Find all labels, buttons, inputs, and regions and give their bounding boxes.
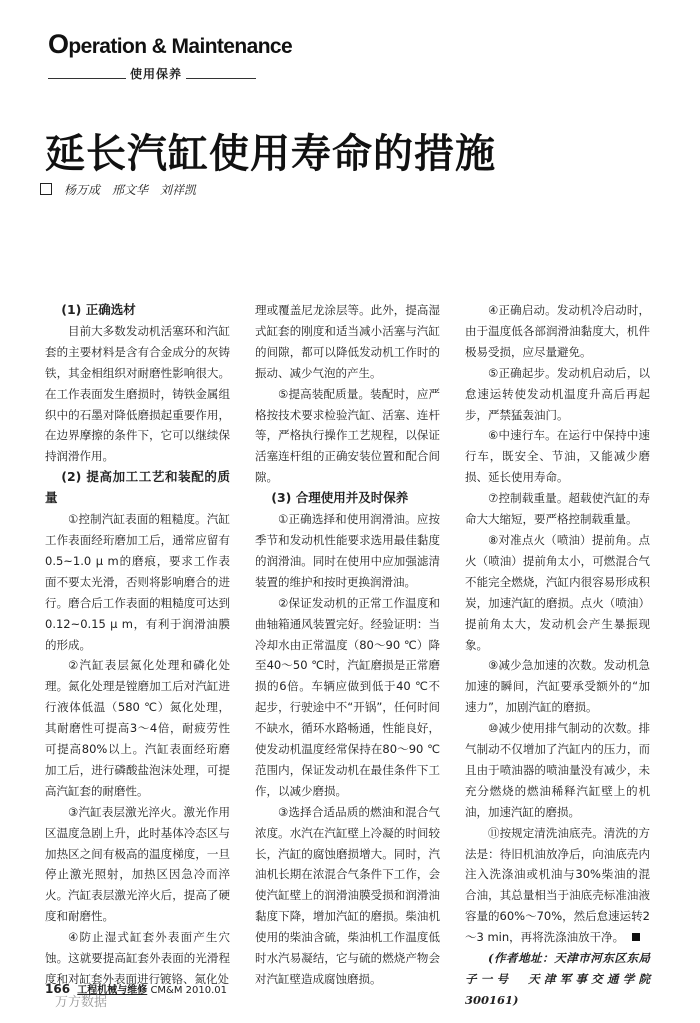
paragraph-text: ③汽缸表层激光淬火。激光作用区温度急剧上升，此时基体冷态区与加热区之间有极高的温度梯度，一旦停止激光照射，加热区因急冷而淬火。汽缸表层激光淬火后，提高了硬度和耐磨性。 — [45, 804, 230, 924]
paragraph-text: 理或覆盖尼龙涂层等。此外，提高湿式缸套的刚度和适当减小活塞与汽缸的间隙，都可以降低发动机工作时的振动、减少气泡的产生。 — [255, 303, 440, 380]
paragraph — [255, 300, 440, 384]
author-2: 邢文华 — [112, 183, 149, 197]
paragraph — [465, 718, 650, 823]
page-number: 166 — [45, 982, 71, 996]
section-heading — [255, 488, 440, 509]
paragraph-text: ⑨减少急加速的次数。发动机急加速的瞬间，汽缸要承受额外的“加速力”，加剧汽缸的磨损。 — [465, 658, 650, 715]
author-1: 杨万成 — [64, 183, 101, 197]
section-heading — [45, 467, 230, 509]
paragraph — [45, 509, 230, 655]
author-address — [465, 948, 662, 1011]
paragraph-text: ①正确选择和使用润滑油。应按季节和发动机性能要求选用最佳黏度的润滑油。同时在使用中应加强滤清装置的维护和按时更换润滑油。 — [255, 512, 440, 589]
paragraph-text: ④防止湿式缸套外表面产生穴蚀。这就要提高缸套外表面的光滑程度和对缸套外表面进行镀铬、氮化处 — [45, 930, 230, 986]
section-title-cn: 使用保养 — [126, 65, 186, 82]
paragraph — [465, 823, 650, 948]
paragraph-text: ②汽缸表层氮化处理和磷化处理。氮化处理是镗磨加工后对汽缸进行液体低温（580 ℃）氮化处理，其耐磨性可提高3～4倍，耐疲劳性可提高80%以上。汽缸表面经珩磨加工后，进行磷酸盐泡沫处理，可提高汽缸套的耐磨性。 — [45, 658, 230, 798]
paragraph — [255, 384, 440, 489]
paragraph — [45, 655, 230, 801]
watermark: 万方数据 — [55, 995, 108, 1010]
paragraph-text: (作者地址：天津市河东区东局子一号 天津军事交通学院 300161) — [465, 951, 662, 1007]
paragraph-text: ⑩减少使用排气制动的次数。排气制动不仅增加了汽缸内的压力，而且由于喷油器的喷油量没有减少，未充分燃烧的燃油稀释汽缸壁上的机油，加速汽缸的磨损。 — [465, 721, 650, 819]
paragraph-text: ①控制汽缸表面的粗糙度。汽缸工作表面经珩磨加工后，通常应留有0.5~1.0 μ m的磨痕，要求工作表面不要太光滑，否则将影响磨合的进行。磨合后工作表面的粗糙度可达到0.12~0.15 μ m，有利于润滑油膜的形成。 — [45, 512, 230, 652]
article-title: 延长汽缸使用寿命的措施 — [45, 131, 496, 177]
paragraph-text: ⑪按规定清洗油底壳。清洗的方法是：待旧机油放净后，向油底壳内注入洗涤油或机油与30%柴油的混合油，其总量相当于油底壳标准油液容量的60%～70%，然后怠速运转2～3 min，再将洗涤油放干净。 — [465, 825, 650, 945]
paragraph-text: ⑥中速行车。在运行中保持中速行车，既安全、节油，又能减少磨损、延长使用寿命。 — [465, 428, 650, 485]
text-column-2 — [255, 300, 440, 990]
author-3: 刘祥凯 — [160, 183, 197, 197]
paragraph-text: ⑦控制载重量。超载使汽缸的寿命大大缩短，要严格控制载重量。 — [465, 491, 650, 527]
paragraph — [465, 300, 650, 363]
paragraph — [465, 363, 650, 426]
square-bullet-icon — [40, 183, 52, 195]
paragraph-text: ④正确启动。发动机冷启动时，由于温度低各部润滑油黏度大，机件极易受损，应尽量避免。 — [465, 303, 650, 359]
byline — [40, 181, 208, 198]
paragraph — [255, 593, 440, 802]
paragraph-text: ②保证发动机的正常工作温度和曲轴箱通风装置完好。经验证明：当冷却水由正常温度（80～90 ℃）降至40～50 ℃时，汽缸磨损是正常磨损的6倍。车辆应做到低于40 ℃不起步，行驶途中不“开锅”，任何时间不缺水，循环水路畅通，性能良好，使发动机温度经常保持在80～90 ℃范围内，保证发动机在最佳条件下工作，以减少磨损。 — [255, 595, 440, 798]
text-column-3 — [465, 300, 662, 1011]
paragraph-text: (2) 提高加工工艺和装配的质量 — [45, 469, 230, 506]
paragraph-text: ⑤正确起步。发动机启动后，以怠速运转使发动机温度升高后再起步，严禁猛轰油门。 — [465, 365, 650, 422]
paragraph-text: 目前大多数发动机活塞环和汽缸套的主要材料是含有合金成分的灰铸铁，其金相组织对耐磨性影响很大。在工作表面发生磨损时，铸铁金属组织中的石墨对降低磨损起重要作用，在边界摩擦的条件下，它可以继续保持润滑作用。 — [45, 323, 230, 464]
paragraph — [465, 425, 650, 488]
paragraph — [465, 488, 650, 530]
paragraph — [45, 321, 230, 467]
paragraph — [255, 509, 440, 593]
paragraph-text: ⑧对准点火（喷油）提前角。点火（喷油）提前角太小，可燃混合气不能完全燃烧，汽缸内很容易形成积炭，加速汽缸的磨损。点火（喷油）提前角太大，发动机会产生暴振现象。 — [465, 532, 650, 652]
paragraph-text: ⑤提高装配质量。装配时，应严格按技术要求检验汽缸、活塞、连杆等，严格执行操作工艺规程，以保证活塞连杆组的正确安装位置和配合间隙。 — [255, 386, 440, 485]
issue-info: CM&M 2010.01 — [150, 985, 228, 996]
paragraph-text: (3) 合理使用并及时保养 — [271, 490, 409, 506]
section-heading — [45, 300, 230, 321]
paragraph — [255, 802, 440, 990]
paragraph-text: (1) 正确选材 — [61, 302, 136, 317]
magazine-name: 工程机械与维修 — [77, 985, 148, 996]
paragraph — [465, 530, 650, 655]
text-column-1 — [45, 300, 230, 990]
paragraph-text: ③选择合适品质的燃油和混合气浓度。水汽在汽缸壁上冷凝的时间较长，汽缸的腐蚀磨损增大。同时，汽油机长期在浓混合气条件下工作，会使汽缸壁上的润滑油膜受损和润滑油黏度下降，增加汽缸的磨损。柴油机使用的柴油含硫，柴油机工作温度低时水汽易凝结，它与硫的燃烧产物会对汽缸壁造成腐蚀磨损。 — [255, 804, 440, 986]
section-title-en: Operation & Maintenance — [48, 29, 293, 59]
section-header — [48, 29, 293, 81]
end-mark-icon — [632, 933, 640, 941]
paragraph — [45, 802, 230, 927]
paragraph — [465, 655, 650, 718]
